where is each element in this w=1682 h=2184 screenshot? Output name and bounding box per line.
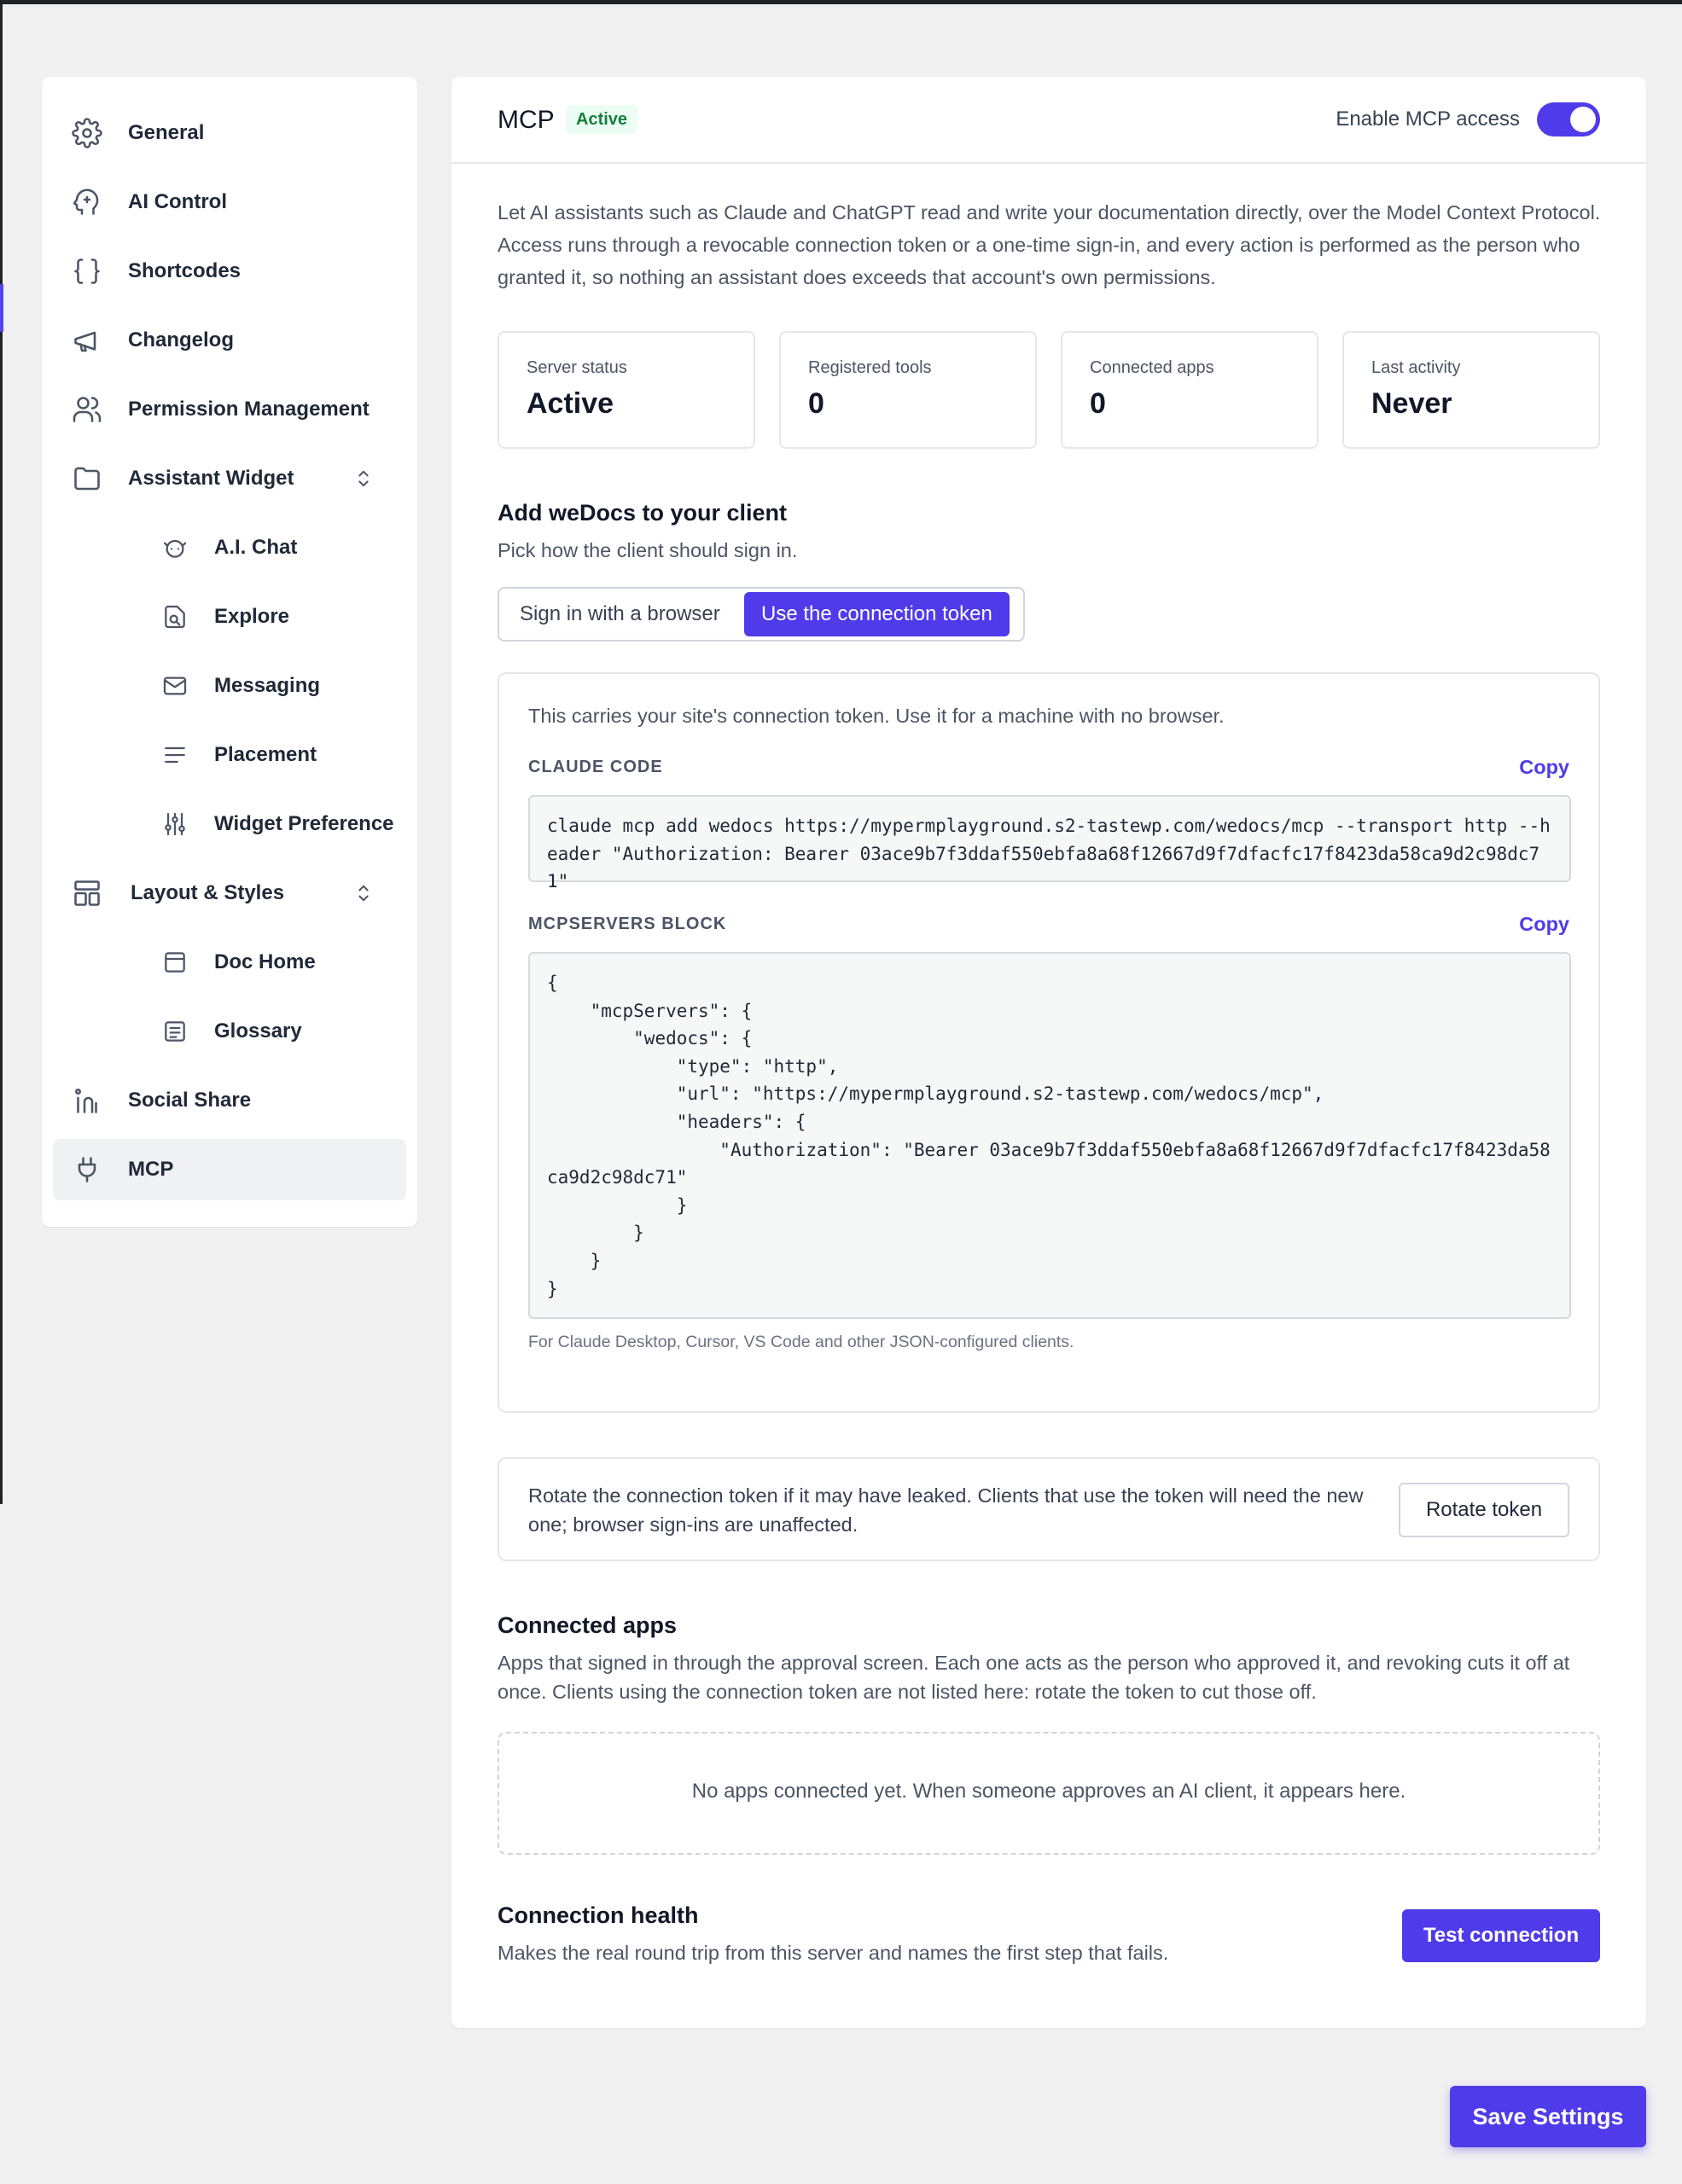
intro-text: Let AI assistants such as Claude and ChatGPT read and write your documentation directly, over the Model Context Protocol. Access runs through a revocable connection token or a one-time sign-in, and every action is performed as the person who granted it, so nothing an assistant does exceeds that account's own permissions. <box>498 201 1601 288</box>
sidebar-item-permission-management[interactable] <box>53 379 406 440</box>
ai-head-icon <box>72 187 102 218</box>
sidebar-item-shortcodes[interactable] <box>53 241 406 302</box>
test-connection-button[interactable]: Test connection <box>1402 1909 1600 1962</box>
token-note: This carries your site's connection token. Use it for a machine with no browser. <box>528 705 1225 727</box>
sidebar-item-label: Changelog <box>128 328 234 351</box>
stat-caption: Server status <box>527 358 627 377</box>
stat-caption: Connected apps <box>1090 358 1214 377</box>
chevron-up-down-icon[interactable] <box>355 467 372 491</box>
chevron-up-down-icon[interactable] <box>355 881 372 905</box>
stat-registered-tools <box>779 331 1037 449</box>
left-admin-bar-indicator <box>0 284 3 332</box>
sidebar-item-label: Widget Preference <box>214 812 394 835</box>
sidebar-item-doc-home[interactable] <box>88 932 441 993</box>
window-icon <box>161 949 189 976</box>
copy-json-button[interactable]: Copy <box>1519 913 1569 935</box>
sidebar-item-assistant-widget[interactable] <box>53 448 406 509</box>
bot-icon <box>161 534 189 561</box>
plug-icon <box>72 1154 102 1185</box>
sidebar-item-social-share[interactable] <box>53 1070 406 1131</box>
sidebar-item-label: Shortcodes <box>128 259 242 282</box>
save-settings-button[interactable]: Save Settings <box>1450 2086 1646 2147</box>
social-icon <box>72 1085 102 1116</box>
stat-last-activity <box>1342 331 1600 449</box>
sidebar-item-label: Assistant Widget <box>128 467 294 490</box>
sidebar-item-widget-preference[interactable] <box>88 793 441 855</box>
sidebar-item-messaging[interactable] <box>88 655 441 717</box>
claude-code-command[interactable]: claude mcp add wedocs https://mypermplayground.s2-tastewp.com/wedocs/mcp --transport http --header "Authorization: Bearer 03ace9b7f3ddaf550ebfa8a68f12667d9f7dfacfc17f8423da58ca9d2c98dc71" <box>528 795 1571 882</box>
folder-icon <box>72 463 102 494</box>
left-admin-bar <box>0 0 3 1504</box>
sidebar-item-label: Messaging <box>214 674 321 697</box>
add-client-subtitle: Pick how the client should sign in. <box>498 539 798 561</box>
layout-icon <box>72 878 102 909</box>
rotate-token-button[interactable]: Rotate token <box>1399 1483 1569 1537</box>
connection-token-box <box>498 672 1600 1413</box>
sidebar-item-label: MCP <box>128 1158 174 1181</box>
sidebar-item-label: Permission Management <box>128 398 370 421</box>
mcpservers-json[interactable]: { "mcpServers": { "wedocs": { "type": "http", "url": "https://mypermplayground.s2-tastewp.com/wedocs/mcp", "headers": { "Authorization": "Bearer 03ace9b7f3ddaf550ebfa8a68f12667d9f7dfacfc17f8423da58ca9d2c98dc71" } } } } <box>528 952 1571 1319</box>
gear-icon <box>72 118 102 148</box>
stat-connected-apps <box>1061 331 1318 449</box>
top-admin-bar <box>0 0 1682 4</box>
sidebar-item-label: Layout & Styles <box>131 881 285 904</box>
sidebar-item-label: A.I. Chat <box>214 536 298 559</box>
megaphone-icon <box>72 325 102 356</box>
copy-cli-button[interactable]: Copy <box>1519 756 1569 778</box>
option-connection-token[interactable]: Use the connection token <box>744 592 1010 636</box>
stat-value: Active <box>527 387 614 420</box>
panel-header <box>451 77 1646 164</box>
mcpservers-caption: MCPSERVERS BLOCK <box>528 915 727 933</box>
enable-mcp-label: Enable MCP access <box>1336 107 1520 131</box>
status-badge: Active <box>566 105 637 134</box>
stat-value: 0 <box>808 387 824 420</box>
sidebar-item-label: Placement <box>214 743 317 766</box>
connection-health-description: Makes the real round trip from this server and names the first step that fails. <box>498 1942 1169 1964</box>
sidebar-item-ai-control[interactable] <box>53 171 406 233</box>
list-doc-icon <box>161 1018 189 1045</box>
sidebar-item-changelog[interactable] <box>53 310 406 371</box>
sidebar-item-explore[interactable] <box>88 586 441 648</box>
search-doc-icon <box>161 603 189 630</box>
sidebar-item-label: Doc Home <box>214 950 316 973</box>
stat-server-status <box>498 331 755 449</box>
empty-state-text: No apps connected yet. When someone approves an AI client, it appears here. <box>691 1780 1406 1803</box>
sidebar-item-label: Social Share <box>128 1089 252 1112</box>
stat-caption: Registered tools <box>808 358 932 377</box>
stat-value: Never <box>1371 387 1452 420</box>
sidebar-item-placement[interactable] <box>88 724 441 786</box>
json-footnote: For Claude Desktop, Cursor, VS Code and other JSON-configured clients. <box>528 1333 1074 1351</box>
connected-apps-empty-state <box>498 1732 1600 1855</box>
sidebar-item-glossary[interactable] <box>88 1001 441 1062</box>
settings-sidebar <box>42 77 417 1227</box>
connected-apps-heading: Connected apps <box>498 1612 678 1638</box>
stat-value: 0 <box>1090 387 1106 420</box>
sidebar-item-ai-chat[interactable] <box>88 517 441 578</box>
rotate-token-text: Rotate the connection token if it may have leaked. Clients that use the token will need the new one; browser sign-ins are unaffected. <box>528 1484 1364 1536</box>
claude-code-caption: CLAUDE CODE <box>528 758 663 776</box>
add-client-heading: Add weDocs to your client <box>498 500 788 526</box>
sidebar-item-label: Explore <box>214 605 290 628</box>
connection-health-heading: Connection health <box>498 1902 699 1928</box>
rotate-token-box <box>498 1457 1600 1561</box>
mcp-settings-panel <box>451 77 1646 2028</box>
sidebar-item-general[interactable] <box>53 102 406 164</box>
sidebar-item-label: Glossary <box>214 1019 302 1043</box>
sign-in-method-toggle <box>498 587 1025 642</box>
page-title: MCP <box>498 106 555 134</box>
connected-apps-description: Apps that signed in through the approval screen. Each one acts as the person who approved it, and revoking cuts it off at once. Clients using the connection token are not listed here: rotate the token to cut those off. <box>498 1652 1570 1703</box>
sidebar-item-mcp[interactable] <box>53 1139 406 1200</box>
users-icon <box>72 394 102 425</box>
sidebar-item-label: General <box>128 121 205 144</box>
stat-caption: Last activity <box>1371 358 1461 377</box>
option-sign-in-browser[interactable]: Sign in with a browser <box>520 602 720 625</box>
envelope-icon <box>161 672 189 700</box>
sliders-icon <box>161 810 189 838</box>
enable-mcp-toggle[interactable] <box>1537 102 1600 136</box>
sidebar-item-layout-styles[interactable] <box>53 863 406 924</box>
align-left-icon <box>161 741 189 769</box>
braces-icon <box>72 256 102 287</box>
sidebar-item-label: AI Control <box>128 190 227 213</box>
